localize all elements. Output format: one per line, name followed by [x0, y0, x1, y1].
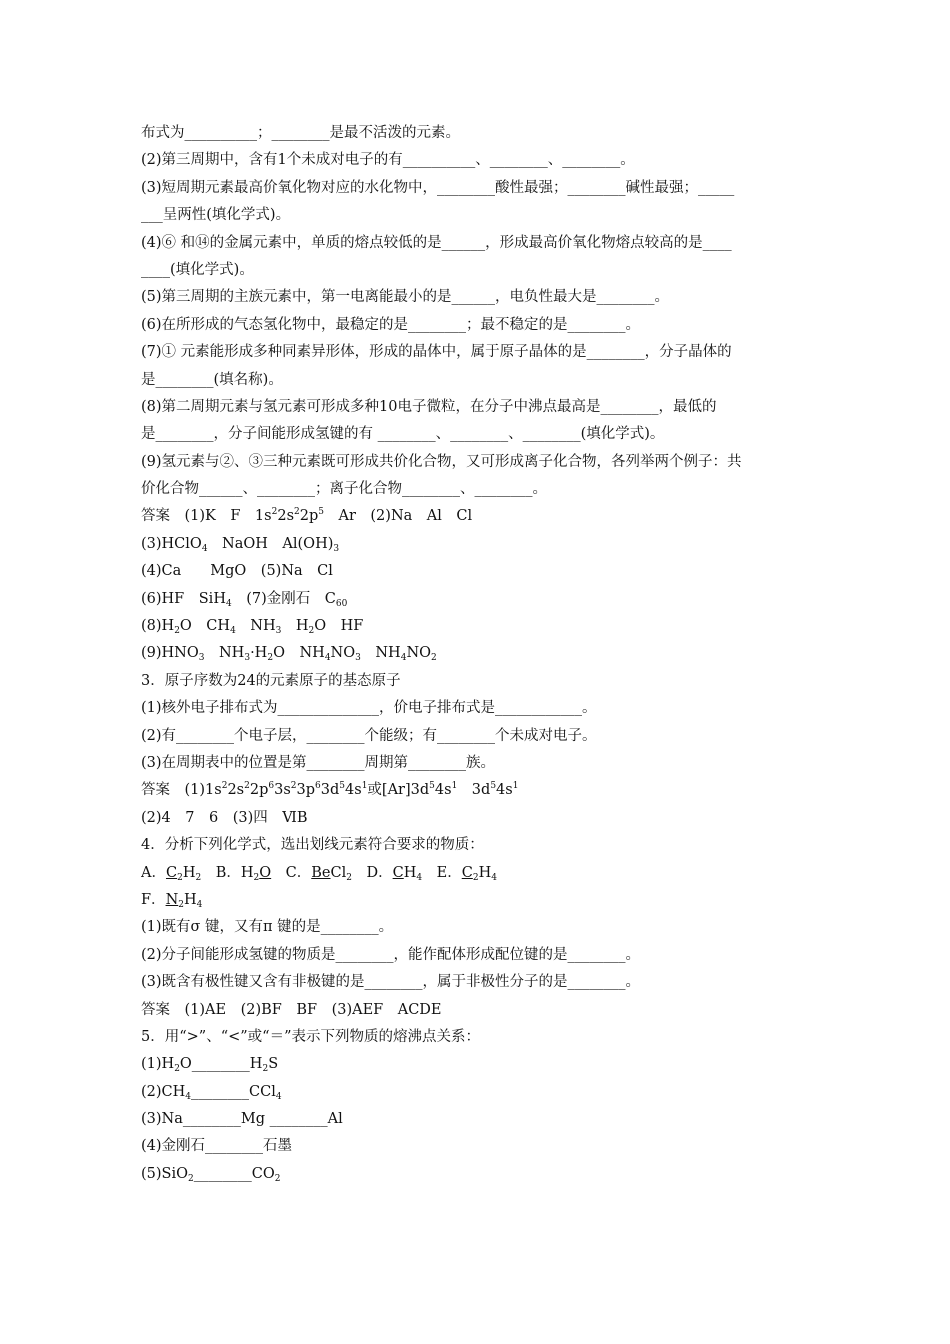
question-2-7: (7)① 元素能形成多种同素异形体，形成的晶体中，属于原子晶体的是________，分子晶体的 [141, 344, 732, 361]
question-4-options: A．$C_2H_2$ B．$H_2O$ C．BeCl$_2$ D．$CH_4$ E．$C_2H_4$ [141, 864, 497, 883]
question-2-3: (3)短周期元素最高价氧化物对应的水化物中，________酸性最强；________碱性最强；_____ [141, 179, 735, 196]
question-4-3: (3)既含有极性键又含有非极键的是________，属于非极性分子的是________。 [141, 974, 641, 991]
answer-2-line: (3)HClO$_4$ NaOH $Al(OH)_3$ [141, 535, 340, 554]
question-4-title: 4．分析下列化学式，选出划线元素符合要求的物质： [141, 837, 484, 854]
question-5-1: $(1)H_2O\_\_\_\_\_\_\_\_H_2S$ [141, 1056, 279, 1075]
text-line: 是________(填名称)。 [141, 371, 283, 388]
question-2-8: (8)第二周期元素与氢元素可形成多种10电子微粒，在分子中沸点最高是________，最低的 [141, 398, 717, 415]
answer-3-line: 答案 $(1)1s^22s^22p^63s^23p^63d^54s^1$或$[Ar]3d^54s^1$ $3d^54s^1$ [141, 781, 519, 799]
question-5-3: (3)Na________Mg ________Al [141, 1111, 343, 1128]
answer-2-line: (6)HF SiH$_4$ (7)金刚石 $C_{60}$ [141, 590, 348, 609]
question-5-5: $(5)SiO_2\_\_\_\_\_\_\_\_CO_2$ [141, 1165, 281, 1184]
question-3-title: 3．原子序数为24的元素原子的基态原子 [141, 672, 401, 689]
question-2-6: (6)在所形成的气态氢化物中，最稳定的是________；最不稳定的是________。 [141, 316, 641, 333]
question-3-2: (2)有________个电子层，________个能级；有________个未成对电子。 [141, 727, 597, 744]
question-2-2: (2)第三周期中，含有1个未成对电子的有__________、________、________。 [141, 152, 635, 169]
document-body [141, 120, 811, 1188]
question-4-2: (2)分子间能形成氢键的物质是________，能作配体形成配位键的是________。 [141, 946, 641, 963]
question-5-4: (4)金刚石________石墨 [141, 1138, 293, 1155]
question-2-5: (5)第三周期的主族元素中，第一电离能最小的是______，电负性最大是________。 [141, 289, 670, 306]
question-2-9: (9)氢元素与②、③三种元素既可形成共价化合物，又可形成离子化合物，各列举两个例子：共 [141, 453, 742, 470]
answer-2-line: 答案 (1)K F $1s^22s^22p^5$ Ar (2)Na Al Cl [141, 507, 473, 525]
question-4-1: (1)既有σ 键，又有π 键的是________。 [141, 919, 394, 936]
answer-2-line: $(9)HNO_3$ $NH_3\cdot H_2O$ $NH_4NO_3$ $NH_4NO_2$ [141, 645, 437, 664]
text-line: 是________，分子间能形成氢键的有 ________、________、________(填化学式)。 [141, 426, 665, 443]
text-line: ___呈两性(填化学式)。 [141, 207, 291, 224]
answer-2-line: (4)Ca MgO (5)Na Cl [141, 563, 333, 580]
question-4-options: F．$N_2H_4$ [141, 891, 203, 910]
question-3-1: (1)核外电子排布式为______________，价电子排布式是____________。 [141, 700, 597, 717]
answer-3-line: (2)4 7 6 (3)四 ⅥB [141, 809, 308, 826]
question-5-2: $(2)CH_4\_\_\_\_\_\_\_\_CCl_4$ [141, 1083, 282, 1102]
question-3-3: (3)在周期表中的位置是第________周期第________族。 [141, 754, 496, 771]
text-line: 布式为__________；________是最不活泼的元素。 [141, 125, 460, 141]
answer-4-line: 答案 (1)AE (2)BF BF (3)AEF ACDE [141, 1001, 442, 1018]
question-5-title: 5．用“>”、“<”或“＝”表示下列物质的熔沸点关系： [141, 1028, 480, 1045]
answer-2-line: $(8)H_2O$ $CH_4$ $NH_3$ $H_2O$ HF [141, 618, 364, 637]
text-line: 价化合物______、________；离子化合物________、________。 [141, 481, 547, 498]
text-line: ____(填化学式)。 [141, 261, 254, 278]
question-2-4: (4)⑥ 和⑭的金属元素中，单质的熔点较低的是______，形成最高价氧化物熔点较高的是____ [141, 234, 732, 251]
